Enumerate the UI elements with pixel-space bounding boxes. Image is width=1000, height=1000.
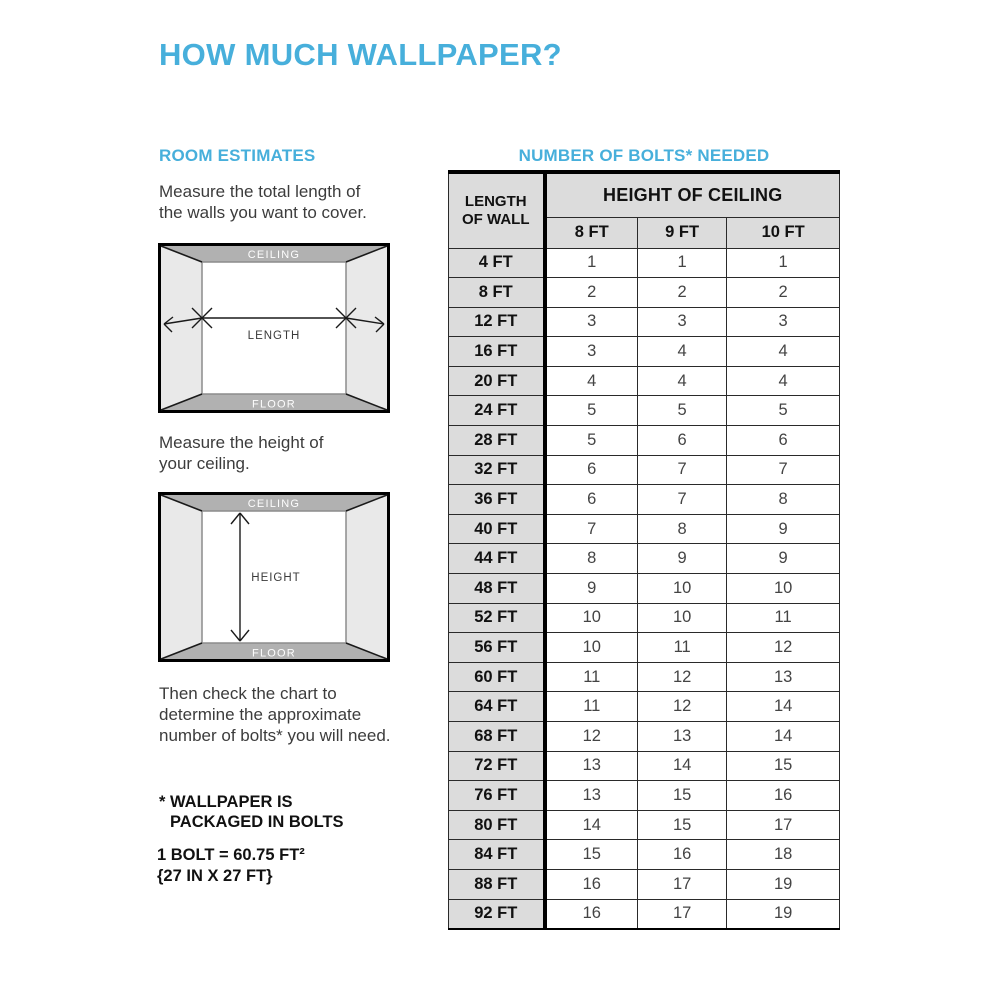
bolt-count-cell: 7 — [638, 455, 727, 485]
bolt-count-cell: 5 — [638, 396, 727, 426]
bolt-count-cell: 14 — [727, 692, 840, 722]
wall-length-cell: 24 FT — [449, 396, 545, 426]
bolt-count-cell: 4 — [727, 366, 840, 396]
bolt-table-body — [449, 248, 840, 929]
bolt-count-cell: 13 — [638, 722, 727, 752]
bolt-count-cell: 17 — [638, 899, 727, 929]
step3-line1: Then check the chart to — [159, 684, 337, 703]
wall-length-cell: 12 FT — [449, 307, 545, 337]
table-row — [449, 278, 840, 308]
wall-length-cell: 56 FT — [449, 633, 545, 663]
wall-length-cell: 64 FT — [449, 692, 545, 722]
bolt-count-cell: 11 — [638, 633, 727, 663]
left-wall-panel — [161, 495, 202, 659]
bolt-count-cell: 15 — [638, 781, 727, 811]
wall-length-cell: 68 FT — [449, 722, 545, 752]
ceiling-label: CEILING — [247, 249, 301, 261]
wall-length-cell: 4 FT — [449, 248, 545, 278]
wallpaper-footnote — [159, 792, 344, 832]
wall-length-cell: 20 FT — [449, 366, 545, 396]
bolt-count-cell: 5 — [727, 396, 840, 426]
table-row — [449, 337, 840, 367]
room-estimates-heading: ROOM ESTIMATES — [159, 146, 316, 165]
wall-length-cell: 36 FT — [449, 485, 545, 515]
table-row — [449, 455, 840, 485]
table-row — [449, 396, 840, 426]
floor-label: FLOOR — [252, 398, 296, 411]
column-header-10ft: 10 FT — [727, 217, 840, 248]
step2-line2: your ceiling. — [159, 454, 250, 473]
length-of-wall-header: LENGTH OF WALL — [449, 172, 545, 248]
bolt-count-cell: 7 — [545, 514, 638, 544]
table-row — [449, 574, 840, 604]
wall-length-cell: 72 FT — [449, 751, 545, 781]
bolt-count-cell: 11 — [545, 662, 638, 692]
bolt-count-cell: 4 — [638, 337, 727, 367]
bolt-count-cell: 2 — [638, 278, 727, 308]
bolt-count-cell: 7 — [727, 455, 840, 485]
bolt-count-cell: 11 — [727, 603, 840, 633]
table-row — [449, 633, 840, 663]
step1-line2: the walls you want to cover. — [159, 203, 367, 222]
table-row — [449, 662, 840, 692]
table-row — [449, 869, 840, 899]
wall-length-cell: 60 FT — [449, 662, 545, 692]
bolt-count-cell: 6 — [727, 426, 840, 456]
bolt-info-line2: {27 IN X 27 FT} — [157, 867, 273, 885]
bolt-count-cell: 14 — [638, 751, 727, 781]
bolt-count-cell: 16 — [545, 869, 638, 899]
bolts-needed-heading: NUMBER OF BOLTS* NEEDED — [518, 146, 770, 165]
bolt-count-cell: 12 — [638, 662, 727, 692]
bolts-table-head — [449, 172, 840, 248]
bolt-count-cell: 10 — [727, 574, 840, 604]
bolt-count-cell: 16 — [545, 899, 638, 929]
bolt-count-cell: 9 — [727, 514, 840, 544]
bolt-info-line1: 1 BOLT = 60.75 FT² — [157, 846, 305, 864]
page-title: HOW MUCH WALLPAPER? — [159, 37, 562, 72]
bolt-count-cell: 3 — [545, 337, 638, 367]
bolt-count-cell: 9 — [727, 544, 840, 574]
step1-line1: Measure the total length of — [159, 182, 361, 201]
bolt-count-cell: 6 — [638, 426, 727, 456]
bolt-count-cell: 12 — [727, 633, 840, 663]
table-row — [449, 781, 840, 811]
wall-length-cell: 76 FT — [449, 781, 545, 811]
bolt-count-cell: 19 — [727, 869, 840, 899]
table-row — [449, 366, 840, 396]
bolt-count-cell: 10 — [545, 603, 638, 633]
table-row — [449, 544, 840, 574]
step3-line3: number of bolts* you will need. — [159, 726, 391, 745]
bolt-count-cell: 13 — [545, 781, 638, 811]
bolt-count-cell: 8 — [727, 485, 840, 515]
right-wall-panel — [346, 495, 387, 659]
bolt-count-cell: 17 — [727, 810, 840, 840]
bolt-count-cell: 8 — [545, 544, 638, 574]
bolt-count-cell: 11 — [545, 692, 638, 722]
table-row — [449, 248, 840, 278]
table-row — [449, 603, 840, 633]
bolt-count-cell: 4 — [638, 366, 727, 396]
step1-instructions — [159, 181, 367, 223]
wall-length-cell: 16 FT — [449, 337, 545, 367]
room-height-diagram — [158, 492, 390, 662]
bolt-count-cell: 3 — [638, 307, 727, 337]
wall-length-cell: 8 FT — [449, 278, 545, 308]
footnote-line2: PACKAGED IN BOLTS — [170, 813, 344, 831]
wall-length-cell: 84 FT — [449, 840, 545, 870]
bolt-count-cell: 15 — [545, 840, 638, 870]
bolt-count-cell: 15 — [727, 751, 840, 781]
bolt-count-cell: 1 — [727, 248, 840, 278]
bolt-count-cell: 10 — [545, 633, 638, 663]
table-row — [449, 899, 840, 929]
bolt-count-cell: 15 — [638, 810, 727, 840]
bolt-count-cell: 8 — [638, 514, 727, 544]
bolt-count-cell: 2 — [727, 278, 840, 308]
bolt-count-cell: 5 — [545, 426, 638, 456]
bolt-count-cell: 17 — [638, 869, 727, 899]
bolt-count-cell: 3 — [545, 307, 638, 337]
bolt-count-cell: 1 — [545, 248, 638, 278]
bolt-count-cell: 6 — [545, 455, 638, 485]
wall-length-cell: 88 FT — [449, 869, 545, 899]
ceiling-label: CEILING — [247, 498, 301, 510]
footnote-line1: * WALLPAPER IS — [159, 793, 293, 811]
bolt-count-cell: 14 — [727, 722, 840, 752]
bolt-count-cell: 2 — [545, 278, 638, 308]
step2-instructions — [159, 432, 323, 474]
bolt-count-cell: 19 — [727, 899, 840, 929]
table-row — [449, 485, 840, 515]
table-row — [449, 307, 840, 337]
bolt-size-info — [157, 845, 305, 887]
height-label: HEIGHT — [251, 572, 301, 584]
table-row — [449, 514, 840, 544]
bolt-count-cell: 10 — [638, 603, 727, 633]
bolt-count-cell: 7 — [638, 485, 727, 515]
floor-label: FLOOR — [252, 647, 296, 660]
bolt-count-cell: 4 — [727, 337, 840, 367]
table-row — [449, 751, 840, 781]
bolt-count-cell: 9 — [545, 574, 638, 604]
bolt-count-cell: 12 — [638, 692, 727, 722]
step3-instructions — [159, 683, 391, 746]
bolt-count-cell: 4 — [545, 366, 638, 396]
wall-length-cell: 28 FT — [449, 426, 545, 456]
bolt-count-cell: 13 — [545, 751, 638, 781]
bolt-count-cell: 9 — [638, 544, 727, 574]
table-row — [449, 722, 840, 752]
wall-length-cell: 32 FT — [449, 455, 545, 485]
bolt-count-cell: 16 — [638, 840, 727, 870]
bolt-count-cell: 18 — [727, 840, 840, 870]
wall-length-cell: 52 FT — [449, 603, 545, 633]
bolt-count-cell: 16 — [727, 781, 840, 811]
step3-line2: determine the approximate — [159, 705, 362, 724]
bolt-count-cell: 3 — [727, 307, 840, 337]
table-header-row-1 — [449, 172, 840, 217]
bolt-count-cell: 10 — [638, 574, 727, 604]
step2-line1: Measure the height of — [159, 433, 324, 452]
wall-length-cell: 40 FT — [449, 514, 545, 544]
height-of-ceiling-header: HEIGHT OF CEILING — [545, 172, 840, 217]
back-wall-panel — [202, 262, 346, 394]
bolt-count-cell: 6 — [545, 485, 638, 515]
bolt-count-cell: 14 — [545, 810, 638, 840]
wall-length-cell: 44 FT — [449, 544, 545, 574]
table-row — [449, 810, 840, 840]
table-row — [449, 692, 840, 722]
length-label: LENGTH — [247, 330, 301, 342]
bolts-table — [448, 170, 840, 930]
table-row — [449, 840, 840, 870]
column-header-9ft: 9 FT — [638, 217, 727, 248]
bolt-count-cell: 12 — [545, 722, 638, 752]
bolt-count-cell: 5 — [545, 396, 638, 426]
column-header-8ft: 8 FT — [545, 217, 638, 248]
table-row — [449, 426, 840, 456]
wall-length-cell: 92 FT — [449, 899, 545, 929]
bolt-count-cell: 13 — [727, 662, 840, 692]
room-length-diagram — [158, 243, 390, 413]
wall-length-cell: 48 FT — [449, 574, 545, 604]
bolt-count-cell: 1 — [638, 248, 727, 278]
wall-length-cell: 80 FT — [449, 810, 545, 840]
